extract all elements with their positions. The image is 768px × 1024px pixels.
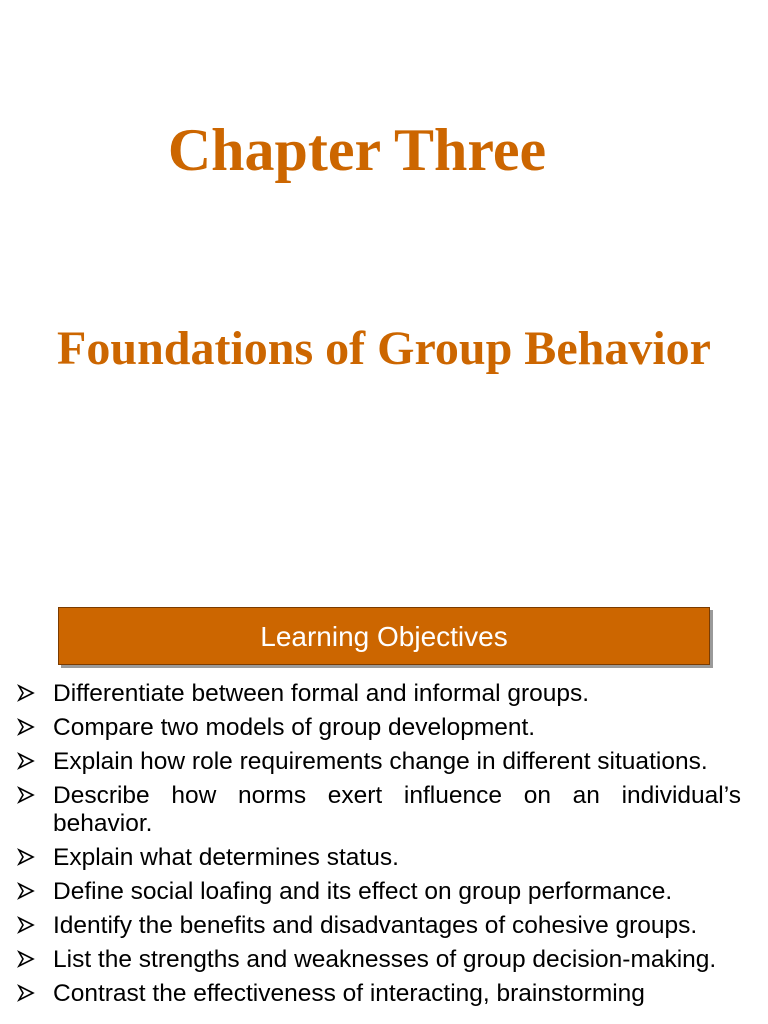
- learning-objectives-banner: Learning Objectives: [58, 607, 710, 665]
- objective-text: Explain how role requirements change in different situations.: [53, 748, 708, 775]
- objectives-list: [0, 680, 768, 1014]
- objective-text: Identify the benefits and disadvantages of cohesive groups.: [53, 912, 698, 939]
- arrow-bullet-icon: [17, 950, 35, 968]
- list-item: [0, 912, 768, 940]
- objective-text: Define social loafing and its effect on group performance.: [53, 878, 673, 905]
- list-item: [0, 844, 768, 872]
- list-item: [0, 980, 768, 1008]
- arrow-bullet-icon: [17, 684, 35, 702]
- objective-text: Compare two models of group development.: [53, 714, 536, 741]
- chapter-title: Chapter Three: [167, 117, 547, 183]
- list-item: [0, 782, 768, 838]
- list-item: [0, 878, 768, 906]
- list-item: [0, 748, 768, 776]
- arrow-bullet-icon: [17, 984, 35, 1002]
- arrow-bullet-icon: [17, 882, 35, 900]
- objective-text: List the strengths and weaknesses of group decision-making.: [53, 946, 717, 973]
- arrow-bullet-icon: [17, 786, 35, 804]
- objective-text: Contrast the effectiveness of interacting, brainstorming: [53, 980, 645, 1007]
- objective-text: Differentiate between formal and informal groups.: [53, 680, 590, 707]
- list-item: [0, 946, 768, 974]
- objective-text: Describe how norms exert influence on an individual’s behavior.: [53, 782, 741, 837]
- arrow-bullet-icon: [17, 752, 35, 770]
- objective-text: Explain what determines status.: [53, 844, 399, 871]
- list-item: [0, 714, 768, 742]
- list-item: [0, 680, 768, 708]
- arrow-bullet-icon: [17, 718, 35, 736]
- arrow-bullet-icon: [17, 916, 35, 934]
- arrow-bullet-icon: [17, 848, 35, 866]
- page-title: Foundations of Group Behavior: [57, 322, 711, 375]
